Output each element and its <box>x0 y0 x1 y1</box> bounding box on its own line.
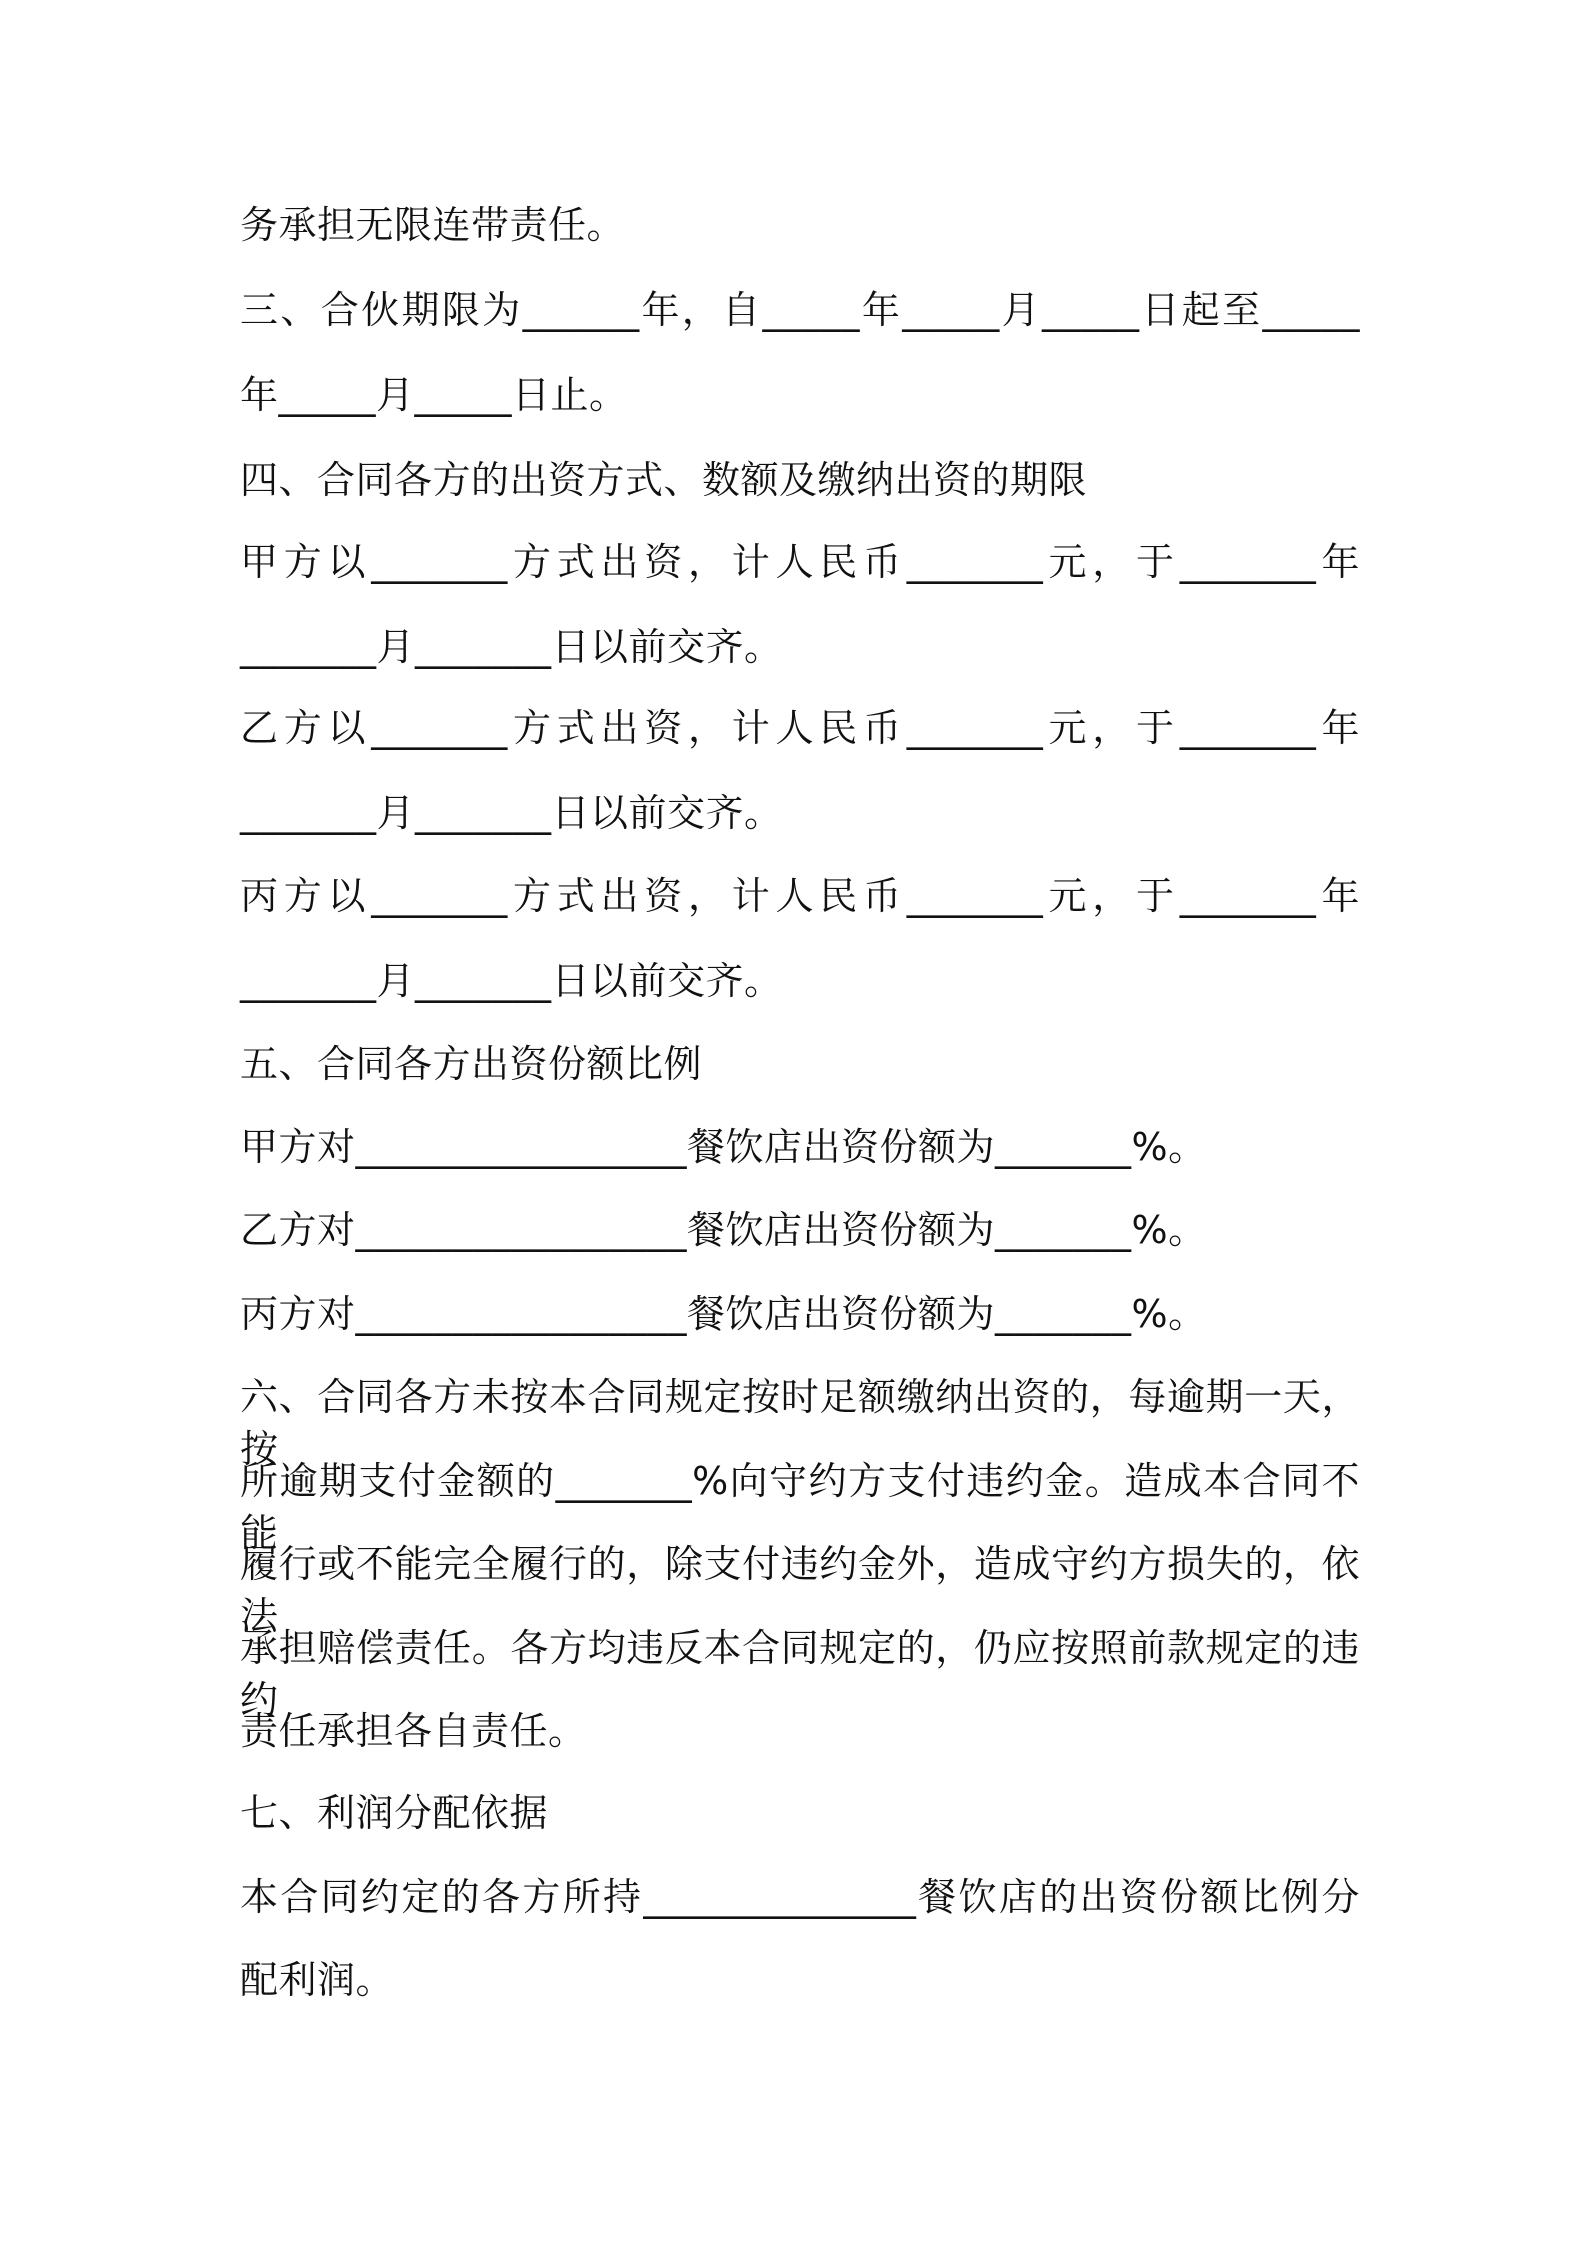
clause-4-heading: 四、合同各方的出资方式、数额及缴纳出资的期限 <box>240 458 1088 502</box>
clause-3-term: 三、合伙期限为______年，自_____年_____月_____日起至_____ <box>240 288 1360 332</box>
clause-6-paragraph: 六、合同各方未按本合同规定按时足额缴纳出资的，每逾期一天，按 <box>240 1375 1360 1471</box>
text-line: 务承担无限连带责任。 <box>240 203 626 247</box>
text-line: 承担赔偿责任。各方均违反本合同规定的，仍应按照前款规定的违约 <box>240 1626 1360 1722</box>
clause-5-heading: 五、合同各方出资份额比例 <box>240 1042 703 1086</box>
text-line: 责任承担各自责任。 <box>240 1709 587 1753</box>
party-c-contribution: 丙方以_______方式出资，计人民币_______元，于_______年 <box>240 874 1360 918</box>
party-c-share: 丙方对_________________餐饮店出资份额为_______%。 <box>240 1292 1207 1336</box>
party-a-share: 甲方对_________________餐饮店出资份额为_______%。 <box>240 1125 1207 1169</box>
clause-7-heading: 七、利润分配依据 <box>240 1791 549 1835</box>
text-line: 履行或不能完全履行的，除支付违约金外，造成守约方损失的，依法 <box>240 1542 1360 1638</box>
text-line: 所逾期支付金额的_______%向守约方支付违约金。造成本合同不能 <box>240 1459 1360 1555</box>
text-line: _______月_______日以前交齐。 <box>240 791 783 835</box>
text-line: 年_____月_____日止。 <box>240 373 628 417</box>
text-line: _______月_______日以前交齐。 <box>240 959 783 1003</box>
party-b-share: 乙方对_________________餐饮店出资份额为_______%。 <box>240 1208 1207 1252</box>
party-b-contribution: 乙方以_______方式出资，计人民币_______元，于_______年 <box>240 706 1360 750</box>
text-line: _______月_______日以前交齐。 <box>240 625 783 669</box>
text-line: 配利润。 <box>240 1958 395 2002</box>
clause-7-paragraph: 本合同约定的各方所持______________餐饮店的出资份额比例分 <box>240 1875 1360 1919</box>
party-a-contribution: 甲方以_______方式出资，计人民币_______元，于_______年 <box>240 540 1360 584</box>
